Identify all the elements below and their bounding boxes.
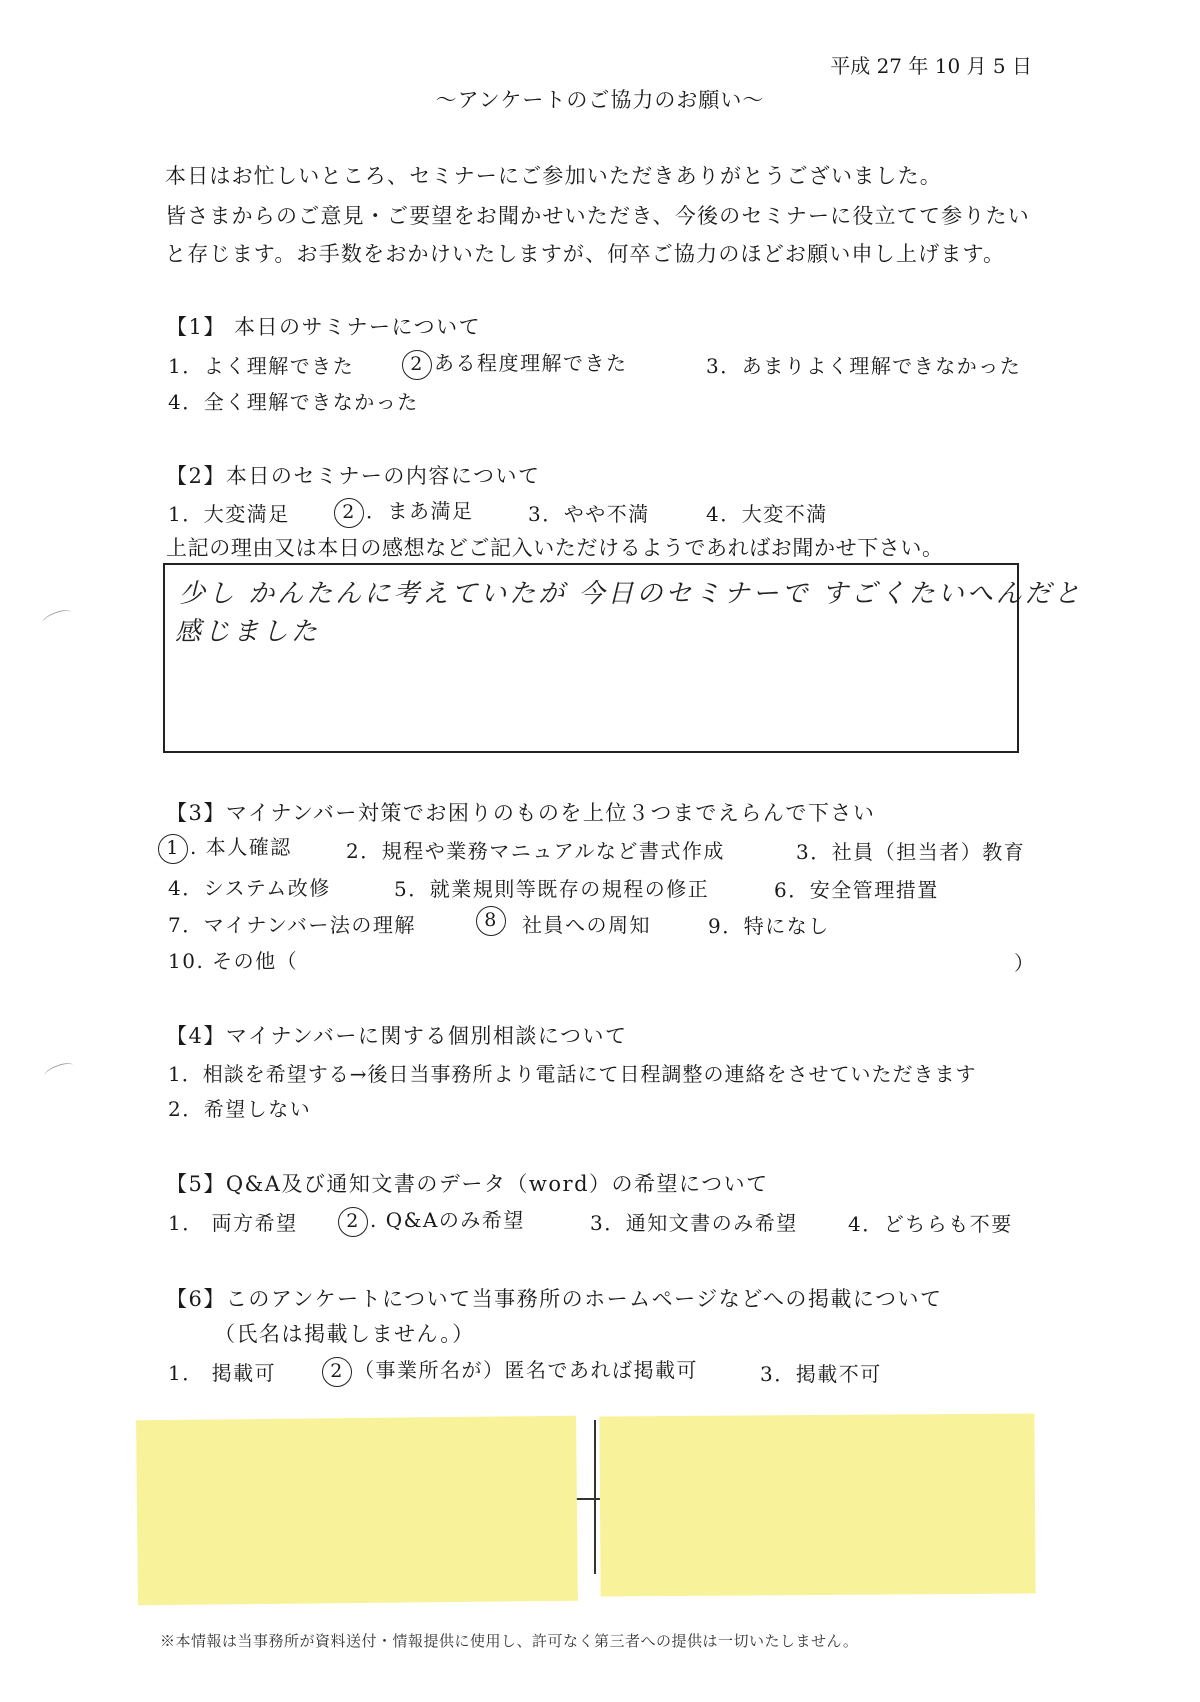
q3-option[interactable]: 5．就業規則等既存の規程の修正 — [394, 877, 710, 901]
redaction-sticky-note — [136, 1416, 578, 1606]
q3-heading: 【3】マイナンバー対策でお困りのものを上位３つまでえらんで下さい — [166, 801, 876, 825]
q1-option[interactable]: 1．よく理解できた — [168, 354, 355, 378]
q6-option-label: （事業所名が）匿名であれば掲載可 — [354, 1358, 698, 1382]
q6-option[interactable]: 1． 掲載可 — [168, 1361, 277, 1385]
q3-option-other[interactable]: 10. その他（ — [168, 949, 299, 973]
q5-heading: 【5】Q&A及び通知文書のデータ（word）の希望について — [166, 1172, 769, 1196]
selected-circle-mark: 2 — [322, 1357, 352, 1387]
q6-option-selected[interactable] — [322, 1354, 698, 1387]
q3-option[interactable]: 6．安全管理措置 — [774, 878, 939, 902]
redaction-sticky-note — [599, 1413, 1035, 1596]
table-divider — [594, 1420, 596, 1574]
q1-option-selected[interactable] — [402, 347, 628, 380]
survey-date: 平成 27 年 10 月 5 日 — [830, 54, 1032, 78]
q2-prompt: 上記の理由又は本日の感想などご記入いただけるようであればお聞かせ下さい。 — [166, 536, 944, 560]
q6-heading: 【6】このアンケートについて当事務所のホームページなどへの掲載について — [166, 1287, 943, 1311]
q3-option-label: . 本人確認 — [190, 835, 292, 859]
q6-subheading: （氏名は掲載しません。） — [214, 1322, 475, 1346]
q5-option[interactable]: 3．通知文書のみ希望 — [590, 1211, 798, 1235]
intro-line: 皆さまからのご意見・ご要望をお聞かせいただき、今後のセミナーに役立てて参りたい — [165, 204, 1030, 228]
q3-other-close: ） — [1014, 951, 1036, 975]
page-title: ～アンケートのご協力のお願い～ — [435, 88, 765, 112]
q4-heading: 【4】マイナンバーに関する個別相談について — [166, 1024, 628, 1048]
q1-option[interactable]: 4．全く理解できなかった — [168, 390, 419, 414]
handwritten-answer: 感じました — [175, 617, 321, 647]
q1-heading: 【1】 本日のサミナーについて — [166, 315, 482, 339]
q5-option-label: . Q&Aのみ希望 — [370, 1208, 525, 1232]
scan-artifact — [43, 1060, 75, 1081]
privacy-footer: ※本情報は当事務所が資料送付・情報提供に使用し、許可なく第三者への提供は一切いたしません。 — [160, 1632, 859, 1650]
q3-option[interactable]: 3．社員（担当者）教育 — [796, 840, 1026, 864]
q2-option[interactable]: 3．やや不満 — [528, 502, 650, 526]
q3-option[interactable]: 4．システム改修 — [168, 876, 331, 900]
selected-circle-mark: 2 — [338, 1207, 368, 1237]
selected-circle-mark: 8 — [476, 906, 506, 936]
q5-option[interactable]: 1． 両方希望 — [168, 1211, 298, 1235]
handwritten-answer: 少し かんたんに考えていたが 今日のセミナーで すごくたいへんだと — [179, 579, 1083, 609]
q2-heading: 【2】本日のセミナーの内容について — [166, 464, 541, 488]
intro-line: と存じます。お手数をおかけいたしますが、何卒ご協力のほどお願い申し上げます。 — [165, 242, 1006, 266]
comment-box[interactable] — [163, 563, 1083, 753]
q3-option-selected[interactable] — [476, 906, 508, 936]
q3-option-label: 社員への周知 — [522, 913, 651, 937]
q3-option-selected[interactable] — [158, 831, 292, 864]
q1-option-label: ある程度理解できた — [434, 351, 628, 375]
q3-option[interactable]: 7．マイナンバー法の理解 — [168, 913, 416, 937]
q5-option-selected[interactable] — [338, 1204, 525, 1237]
q4-option[interactable]: 1．相談を希望する→後日当事務所より電話にて日程調整の連絡をさせていただきます — [168, 1062, 977, 1086]
q5-option[interactable]: 4．どちらも不要 — [848, 1212, 1013, 1236]
intro-line: 本日はお忙しいところ、セミナーにご参加いただきありがとうございました。 — [165, 164, 942, 188]
q4-option[interactable]: 2．希望しない — [168, 1097, 312, 1121]
selected-circle-mark: 2 — [402, 350, 432, 380]
q2-option[interactable]: 1．大変満足 — [168, 502, 290, 526]
q2-option[interactable]: 4．大変不満 — [706, 502, 828, 526]
scan-artifact — [41, 607, 73, 628]
q3-option[interactable]: 9．特になし — [708, 914, 830, 938]
q6-option[interactable]: 3．掲載不可 — [760, 1362, 882, 1386]
q2-option-selected[interactable] — [334, 495, 474, 528]
q2-option-label: ．まあ満足 — [366, 499, 474, 523]
q3-option[interactable]: 2．規程や業務マニュアルなど書式作成 — [346, 839, 725, 863]
selected-circle-mark: 2 — [334, 498, 364, 528]
selected-circle-mark: 1 — [158, 834, 188, 864]
q1-option[interactable]: 3．あまりよく理解できなかった — [706, 354, 1022, 378]
